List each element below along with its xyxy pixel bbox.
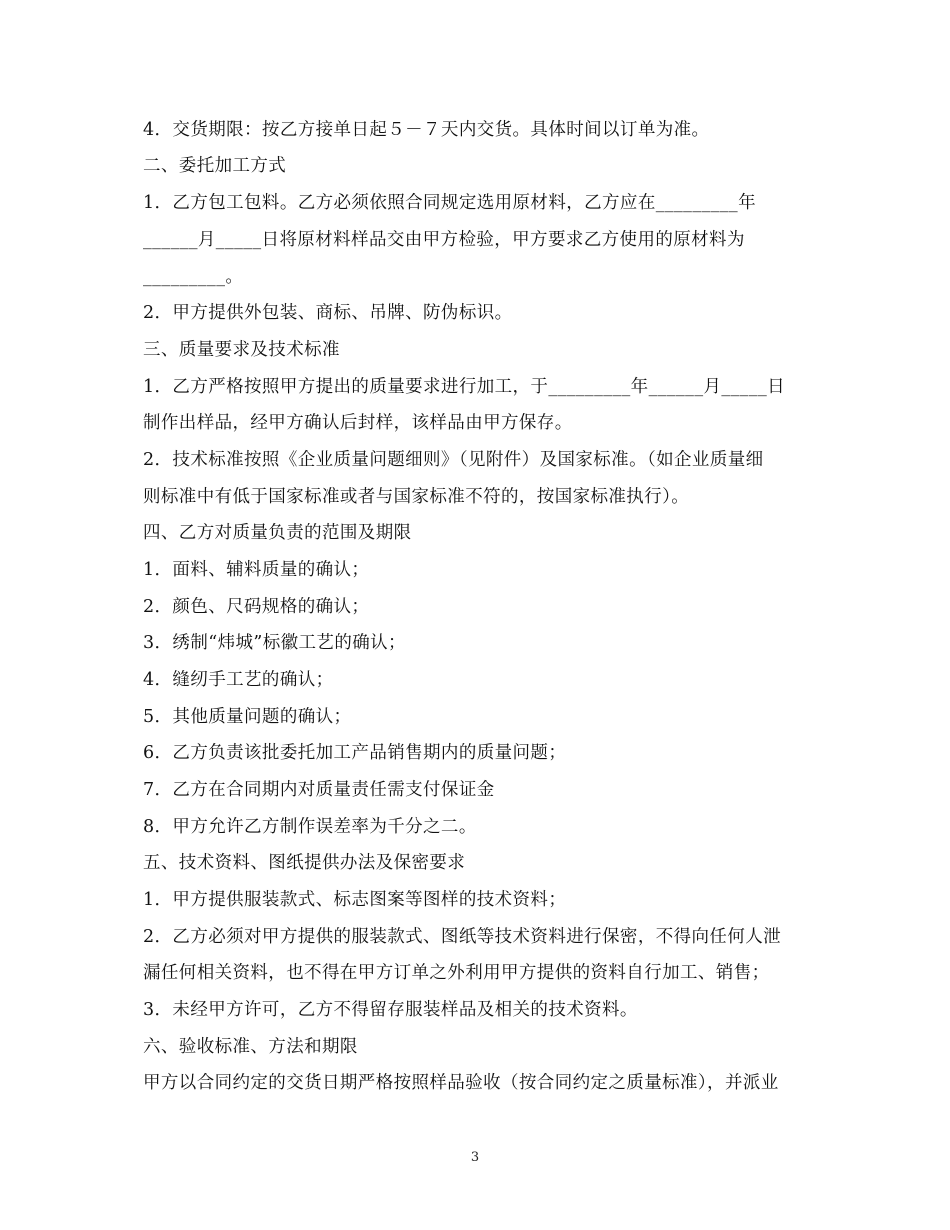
text-line-1: 4．交货期限：按乙方接单日起５－７天内交货。具体时间以订单为准。 bbox=[143, 120, 710, 140]
text-line-14: 2．颜色、尺码规格的确认； bbox=[143, 597, 370, 617]
text-line-6: 2．甲方提供外包装、商标、吊牌、防伪标识。 bbox=[143, 303, 513, 323]
text-line-3: 1．乙方包工包料。乙方必须依照合同规定选用原材料，乙方应在_________年 bbox=[143, 193, 756, 213]
text-line-27: 甲方以合同约定的交货日期严格按照样品验收（按合同约定之质量标准），并派业 bbox=[143, 1073, 779, 1093]
section-heading-2: 二、委托加工方式 bbox=[143, 156, 287, 176]
section-heading-4: 四、乙方对质量负责的范围及期限 bbox=[143, 523, 412, 543]
text-line-25: 3．未经甲方许可，乙方不得留存服装样品及相关的技术资料。 bbox=[143, 1000, 638, 1020]
text-line-10: 2．技术标准按照《企业质量问题细则》（见附件）及国家标准。（如企业质量细 bbox=[143, 450, 764, 470]
text-line-4: ______月_____日将原材料样品交由甲方检验，甲方要求乙方使用的原材料为 bbox=[143, 230, 745, 250]
text-line-11: 则标准中有低于国家标准或者与国家标准不符的，按国家标准执行）。 bbox=[143, 487, 690, 507]
text-line-17: 5．其他质量问题的确认； bbox=[143, 707, 352, 727]
text-line-24: 漏任何相关资料，也不得在甲方订单之外利用甲方提供的资料自行加工、销售； bbox=[143, 963, 770, 983]
text-line-8: 1．乙方严格按照甲方提出的质量要求进行加工，于_________年______月_____日 bbox=[143, 377, 786, 397]
text-line-5: _________。 bbox=[143, 267, 244, 287]
text-line-16: 4．缝纫手工艺的确认； bbox=[143, 670, 334, 690]
text-line-9: 制作出样品，经甲方确认后封样，该样品由甲方保存。 bbox=[143, 413, 573, 433]
text-line-20: 8．甲方允许乙方制作误差率为千分之二。 bbox=[143, 817, 477, 837]
section-heading-6: 六、验收标准、方法和期限 bbox=[143, 1037, 358, 1057]
text-line-18: 6．乙方负责该批委托加工产品销售期内的质量问题； bbox=[143, 743, 567, 763]
text-line-22: 1．甲方提供服装款式、标志图案等图样的技术资料； bbox=[143, 890, 567, 910]
text-line-13: 1．面料、辅料质量的确认； bbox=[143, 560, 370, 580]
section-heading-3: 三、质量要求及技术标准 bbox=[143, 340, 340, 360]
section-heading-5: 五、技术资料、图纸提供办法及保密要求 bbox=[143, 853, 466, 873]
text-line-19: 7．乙方在合同期内对质量责任需支付保证金 bbox=[143, 780, 495, 800]
text-line-23: 2．乙方必须对甲方提供的服装款式、图纸等技术资料进行保密，不得向任何人泄 bbox=[143, 927, 782, 947]
page-number: 3 bbox=[470, 1150, 480, 1165]
text-line-15: 3．绣制“炜城”标徽工艺的确认； bbox=[143, 633, 406, 653]
